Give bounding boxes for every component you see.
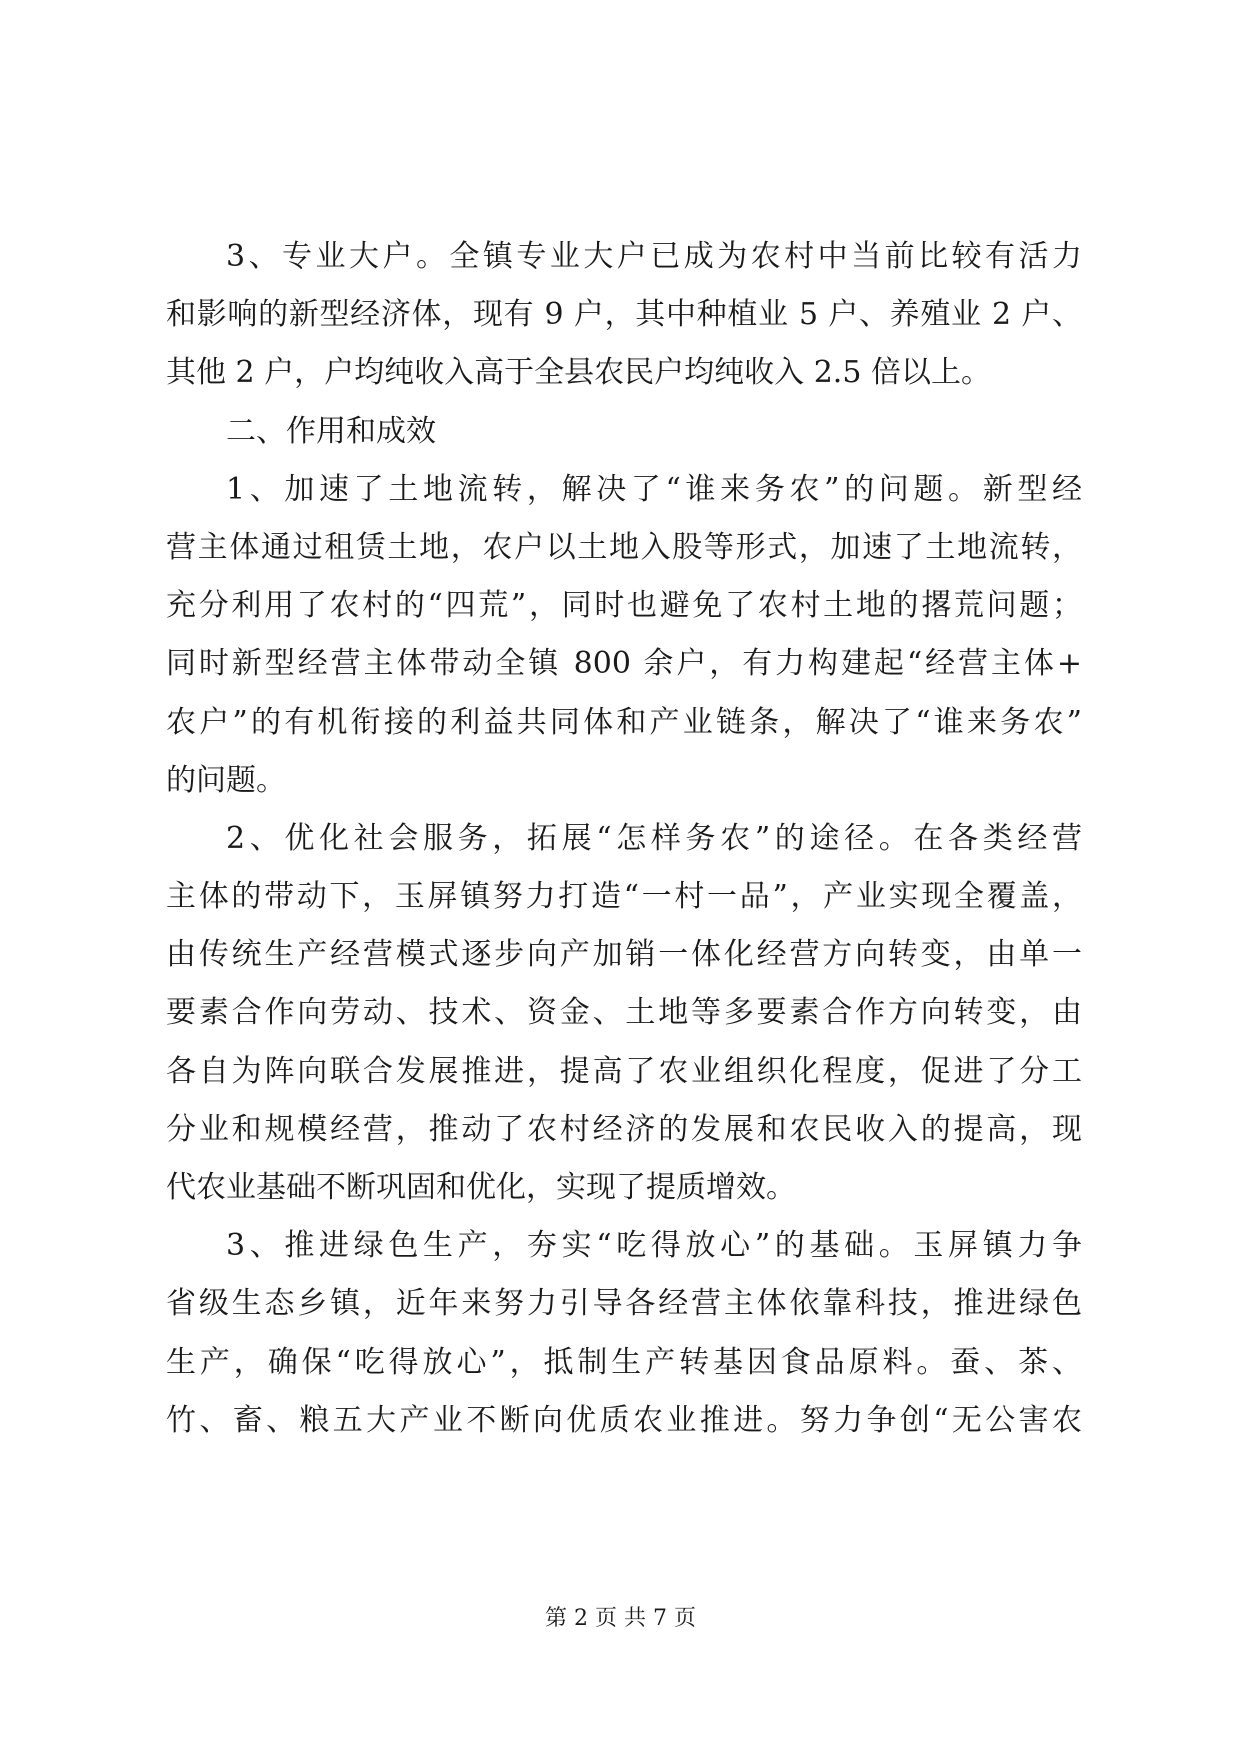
- paragraph-line: 分业和规模经营，推动了农村经济的发展和农民收入的提高，现: [166, 1111, 1082, 1147]
- paragraph-line: 生产，确保“吃得放心”，抵制生产转基因食品原料。蚕、茶、: [166, 1344, 1082, 1380]
- paragraph-line: 2、优化社会服务，拓展“怎样务农”的途径。在各类经营: [226, 820, 1082, 856]
- document-body: [166, 228, 1082, 1450]
- paragraph-line: 主体的带动下，玉屏镇努力打造“一村一品”，产业实现全覆盖，: [166, 879, 1082, 915]
- paragraph-line: 由传统生产经营模式逐步向产加销一体化经营方向转变，由单一: [166, 937, 1082, 973]
- paragraph-line: 3、专业大户。全镇专业大户已成为农村中当前比较有活力: [226, 239, 1082, 274]
- paragraph-line: 其他 2 户，户均纯收入高于全县农民户均纯收入 2.5 倍以上。: [166, 355, 991, 391]
- paragraph-line: 的问题。: [166, 762, 286, 798]
- paragraph-line: 农户”的有机衔接的利益共同体和产业链条，解决了“谁来务农”: [166, 704, 1082, 740]
- paragraph-line: 营主体通过租赁土地，农户以土地入股等形式，加速了土地流转，: [166, 529, 1082, 565]
- paragraph-line: 充分利用了农村的“四荒”，同时也避免了农村土地的撂荒问题；: [166, 588, 1082, 624]
- section-heading: 二、作用和成效: [226, 413, 436, 449]
- paragraph-line: 3、推进绿色生产，夯实“吃得放心”的基础。玉屏镇力争: [226, 1228, 1082, 1264]
- paragraph-line: 要素合作向劳动、技术、资金、土地等多要素合作方向转变，由: [166, 995, 1082, 1031]
- paragraph-line: 代农业基础不断巩固和优化，实现了提质增效。: [166, 1170, 796, 1205]
- paragraph-line: 各自为阵向联合发展推进，提高了农业组织化程度，促进了分工: [166, 1053, 1082, 1089]
- page-number-footer: 第 2 页 共 7 页: [545, 1606, 696, 1631]
- paragraph-line: 同时新型经营主体带动全镇 800 余户，有力构建起“经营主体+: [166, 646, 1082, 682]
- paragraph-line: 竹、畜、粮五大产业不断向优质农业推进。努力争创“无公害农: [166, 1402, 1082, 1438]
- paragraph-line: 和影响的新型经济体，现有 9 户，其中种植业 5 户、养殖业 2 户、: [166, 297, 1082, 333]
- paragraph-line: 省级生态乡镇，近年来努力引导各经营主体依靠科技，推进绿色: [166, 1286, 1082, 1322]
- paragraph-line: 1、加速了土地流转，解决了“谁来务农”的问题。新型经: [226, 471, 1082, 507]
